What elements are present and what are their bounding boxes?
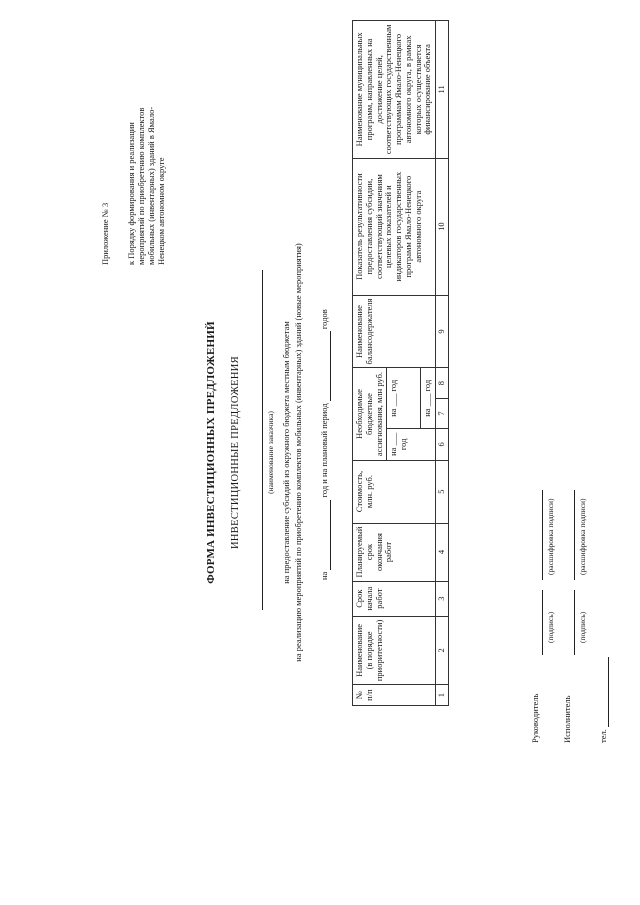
column-number-row — [436, 21, 449, 706]
header-end: Планируемый срок окончания работ — [353, 523, 436, 581]
col-num-1: 1 — [436, 685, 449, 706]
col-num-8: 8 — [436, 368, 449, 398]
phone-text: тел. — [598, 729, 608, 743]
executor-decoding-caption: (расшифровка подписи) — [578, 498, 587, 575]
form-title: ФОРМА ИНВЕСТИЦИОННЫХ ПРЕДЛОЖЕНИЙ — [205, 321, 217, 584]
period-middle: год и на плановый период — [319, 403, 329, 498]
col-num-9: 9 — [436, 295, 449, 368]
header-funds: Необходимые бюджетные ассигнования, млн руб. — [353, 368, 387, 460]
head-signature-caption: (подпись) — [546, 611, 555, 643]
period-line — [320, 180, 331, 580]
col-num-6: 6 — [436, 429, 449, 460]
header-funds-year1: на ___ год — [387, 429, 436, 460]
col-num-2: 2 — [436, 616, 449, 684]
head-label: Руководитель — [530, 693, 540, 743]
period-year-blank — [320, 500, 331, 570]
phone-blank — [598, 657, 609, 727]
executor-decoding-line — [574, 490, 575, 580]
head-decoding-caption: (расшифровка подписи) — [546, 498, 555, 575]
header-indicator: Показатель результативности предоставления субсидии, соответствующий значениям целевых показателей и индикаторов государственных программ Ямало-Ненецкого автономного округа — [353, 158, 436, 295]
col-num-5: 5 — [436, 460, 449, 523]
purpose-line-2: на реализацию мероприятий по приобретению комплектов мобильных (инвентарных) зданий (новые мероприятия) — [293, 243, 303, 662]
header-funds-year2: на ___ год — [387, 368, 421, 429]
header-name: Наименование (в порядке приоритетности) — [353, 616, 436, 684]
col-num-7: 7 — [436, 398, 449, 428]
head-signature-line — [542, 590, 543, 655]
customer-caption: (наименование заказчика) — [266, 411, 275, 494]
executor-signature-line — [574, 590, 575, 655]
period-suffix: годов — [319, 309, 329, 330]
period-plan-blank — [320, 331, 331, 401]
col-num-10: 10 — [436, 158, 449, 295]
form-subtitle: ИНВЕСТИЦИОННЫЕ ПРЕДЛОЖЕНИЯ — [230, 356, 241, 549]
col-num-4: 4 — [436, 523, 449, 581]
header-row — [353, 21, 387, 706]
investment-table — [352, 20, 449, 706]
col-num-3: 3 — [436, 581, 449, 616]
header-funds-year3: на ___ год — [421, 368, 436, 429]
customer-line — [262, 270, 263, 610]
header-cost: Стоимость, млн. руб. — [353, 460, 436, 523]
header-num: № п/п — [353, 685, 436, 706]
appendix-number: Приложение № 3 — [100, 202, 110, 265]
header-start: Срок начала работ — [353, 581, 436, 616]
executor-signature-caption: (подпись) — [578, 611, 587, 643]
header-programs: Наименование муниципальных программ, направленных на достижение целей, соответствующих государственным программам Ямало-Ненецкого автономного округа, в рамках которых осуществляется финансирование объекта — [353, 21, 436, 159]
phone-label — [598, 657, 609, 743]
header-holder: Наименование балансодержателя — [353, 295, 436, 368]
head-decoding-line — [542, 490, 543, 580]
appendix-block — [100, 95, 166, 265]
appendix-text: к Порядку формирования и реализации мероприятий по приобретению комплектов мобильных (инвентарных) зданий в Ямало-Ненецком автономном округе — [126, 106, 167, 265]
col-num-11: 11 — [436, 21, 449, 159]
purpose-line-1: на предоставление субсидий из окружного бюджета местным бюджетам — [281, 321, 291, 584]
executor-label: Исполнитель — [562, 695, 572, 743]
period-prefix: на — [319, 571, 329, 580]
